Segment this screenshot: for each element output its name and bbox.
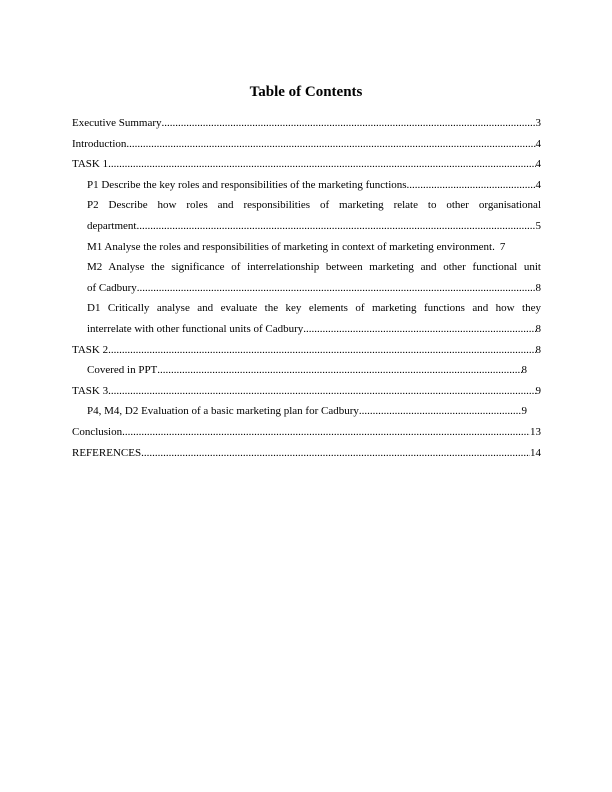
dot-leader [303,319,535,340]
toc-entry-label: TASK 3 [72,384,109,397]
toc-entry-label-line-2: department. [87,219,140,232]
toc-entry-label: REFERENCES [72,446,142,459]
toc-entry-task-1[interactable] [72,154,541,175]
toc-entry-task-2[interactable] [72,340,541,361]
toc-entry-page: 9 [535,384,541,397]
toc-entry-line-2 [87,278,541,299]
toc-entry-page: 8 [535,281,541,294]
toc-entry-p1[interactable] [87,175,541,196]
toc-entry-page: 13 [530,425,541,438]
toc-entry-label-line-2: interrelate with other functional units of Cadbury [87,322,304,335]
dot-leader [139,216,535,237]
toc-entry-label-line-1: P2 Describe how roles and responsibilities of marketing relate to other organisational [87,199,541,212]
dot-leader [108,154,535,175]
toc-entry-label: TASK 1 [72,158,109,171]
toc-entry-label: P4, M4, D2 Evaluation of a basic marketing plan for Cadbury [87,405,359,418]
toc-entry-m2[interactable] [87,257,541,298]
toc-entry-covered-in-ppt[interactable] [87,360,527,381]
toc-entry-d1[interactable] [87,298,541,339]
toc-title: Table of Contents [249,84,363,100]
toc-entry-label: Covered in PPT [87,364,158,377]
toc-entry-p4-m4-d2[interactable] [87,401,527,422]
toc-entry-p2[interactable] [87,195,541,236]
dot-leader [108,340,535,361]
toc-entry-page: 8 [535,322,541,335]
dot-leader [407,175,536,196]
toc-entry-task-3[interactable] [72,381,541,402]
toc-entry-page: 4 [535,158,541,171]
toc-entry-label-line-2: of Cadbury [87,281,137,294]
dot-leader [122,422,530,443]
toc-entry-m1[interactable] [87,237,541,258]
toc-entry-label-line-1: M2 Analyse the significance of interrelationship between marketing and other functional unit [87,261,541,274]
toc-entry-page: 14 [530,446,541,459]
dot-leader [137,278,536,299]
dot-leader [162,113,536,134]
toc-entry-page: 3 [535,117,541,129]
toc-entry-page: 5 [535,219,541,232]
toc-entry-page: 9 [521,405,527,418]
toc-entry-label: Introduction [72,137,127,150]
toc-entry-label-line-1: D1 Critically analyse and evaluate the key elements of marketing functions and how they [87,302,541,315]
toc-entry-label: M1 Analyse the roles and responsibilities of marketing in context of marketing environment. [87,240,495,253]
toc-entry-page: 8 [521,364,527,377]
toc-entry-introduction[interactable] [72,134,541,155]
table-of-contents [72,113,541,463]
toc-entry-executive-summary[interactable] [72,113,541,134]
toc-entry-label: Executive Summary [72,117,162,129]
toc-entry-label: TASK 2 [72,343,109,356]
toc-entry-references[interactable] [72,443,541,464]
toc-entry-page: 7 [499,240,506,253]
toc-entry-page: 8 [535,343,541,356]
toc-entry-page: 4 [535,178,541,191]
toc-entry-label: Conclusion [72,425,123,438]
dot-leader [359,401,522,422]
toc-entry-label: P1 Describe the key roles and responsibilities of the marketing functions [87,178,407,191]
dot-leader [141,443,530,464]
toc-entry-conclusion[interactable] [72,422,541,443]
toc-entry-line-2 [87,319,541,340]
toc-entry-line-2 [87,216,541,237]
dot-leader [157,360,521,381]
dot-leader [108,381,535,402]
toc-entry-page: 4 [535,137,541,150]
dot-leader [126,134,535,155]
